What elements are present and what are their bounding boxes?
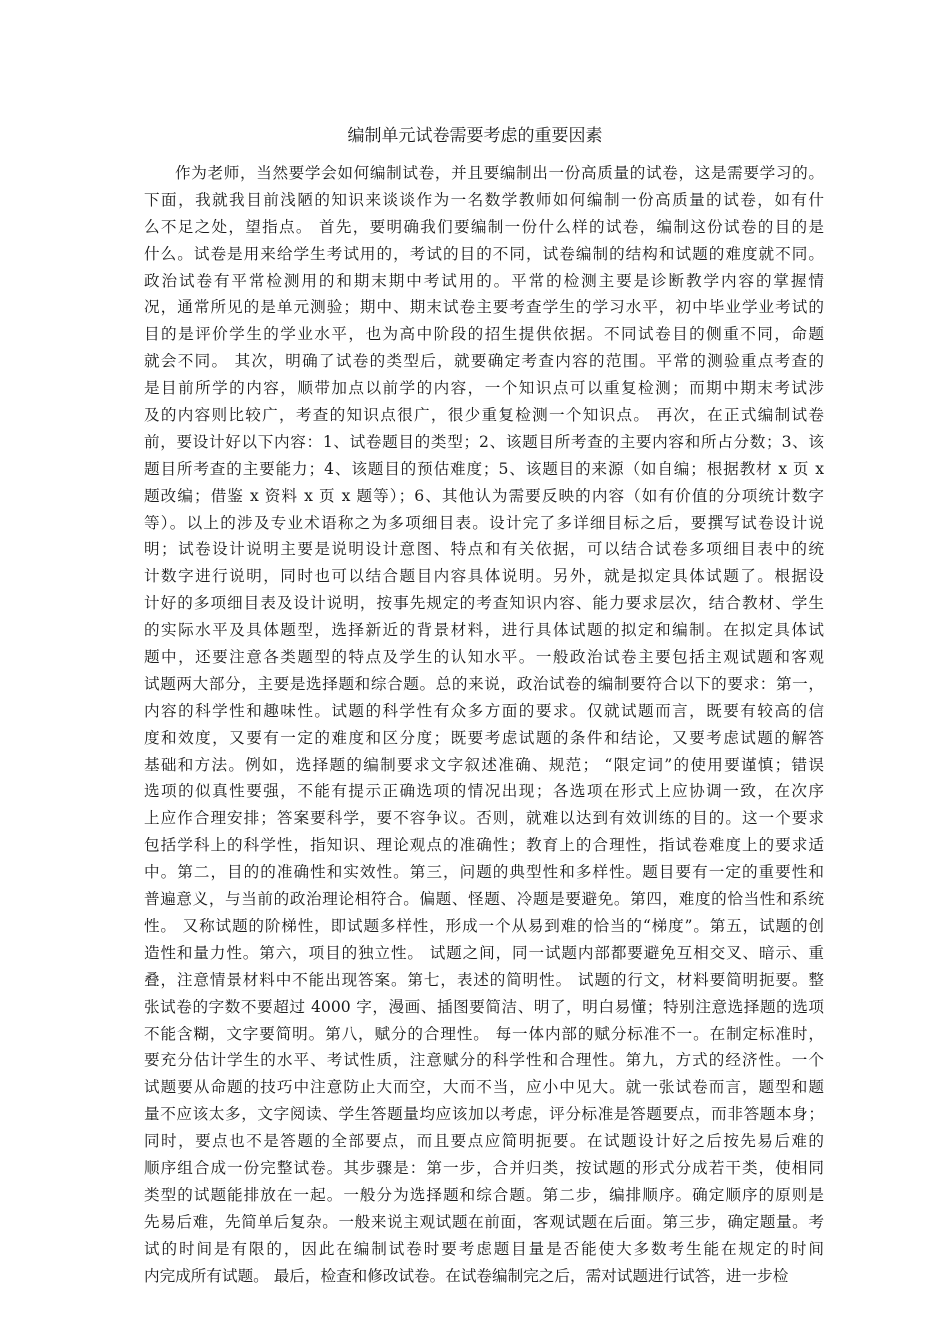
paragraph-line: 等）。以上的涉及专业术语称之为多项细目表。设计完了多详细目标之后，要撰写试卷设计说 [144,513,824,532]
paragraph-line: 作为老师，当然要学会如何编制试卷，并且要编制出一份高质量的试卷，这是需要学习的。 [175,164,824,182]
paragraph-line: 叠，注意情景材料中不能出现答案。第七，表述的简明性。 试题的行文，材料要简明扼要。整 [144,970,824,989]
document-body [144,160,824,1289]
paragraph-line: 题改编；借鉴 x 资料 x 页 x 题等）；6、其他认为需要反映的内容（如有价值的分项统计数字 [144,486,824,505]
paragraph-line: 前，要设计好以下内容：1、试卷题目的类型；2、该题目所考查的主要内容和所占分数；3、该 [144,432,824,451]
paragraph-line: 么不足之处，望指点。 首先，要明确我们要编制一份什么样的试卷，编制这份试卷的目的是 [144,217,824,236]
paragraph-line: 内容的科学性和趣味性。试题的科学性有众多方面的要求。仅就试题而言，既要有较高的信 [144,701,824,720]
paragraph-line: 张试卷的字数不要超过 4000 字，漫画、插图要简洁、明了，明白易懂；特别注意选择题的选项 [144,997,824,1016]
paragraph-line: 的实际水平及具体题型，选择新近的背景材料，进行具体试题的拟定和编制。在拟定具体试 [144,621,824,640]
paragraph-line: 计好的多项细目表及设计说明，按事先规定的考查知识内容、能力要求层次，结合教材、学生 [144,594,824,613]
paragraph-line: 试题两大部分，主要是选择题和综合题。总的来说，政治试卷的编制要符合以下的要求：第一， [144,674,824,693]
paragraph-line: 什么。试卷是用来给学生考试用的，考试的目的不同，试卷编制的结构和试题的难度就不同。 [144,244,824,263]
paragraph-line: 量不应该太多，文字阅读、学生答题量均应该加以考虑，评分标准是答题要点，而非答题本身； [144,1105,824,1124]
paragraph-line: 要充分估计学生的水平、考试性质，注意赋分的科学性和合理性。第九，方式的经济性。一个 [144,1051,824,1070]
paragraph-line: 选项的似真性要强，不能有提示正确选项的情况出现；各选项在形式上应协调一致，在次序 [144,782,824,801]
paragraph-line: 试题要从命题的技巧中注意防止大而空，大而不当，应小中见大。就一张试卷而言，题型和题 [144,1078,824,1097]
paragraph-line: 类型的试题能排放在一起。一般分为选择题和综合题。第二步，编排顺序。确定顺序的原则是 [144,1185,824,1204]
paragraph-line: 题目所考查的主要能力；4、该题目的预估难度；5、该题目的来源（如自编；根据教材 x 页 x [144,459,824,478]
paragraph-line: 中。第二，目的的准确性和实效性。第三，问题的典型性和多样性。题目要有一定的重要性和 [144,863,824,882]
paragraph-line: 政治试卷有平常检测用的和期末期中考试用的。平常的检测主要是诊断教学内容的掌握情 [144,271,824,290]
paragraph-line: 不能含糊，文字要简明。第八，赋分的合理性。 每一体内部的赋分标准不一。在制定标准时， [144,1024,824,1043]
paragraph-line: 顺序组合成一份完整试卷。其步骤是：第一步，合并归类，按试题的形式分成若干类，使相同 [144,1158,824,1177]
document-title: 编制单元试卷需要考虑的重要因素 [347,126,603,146]
paragraph-line: 就会不同。 其次，明确了试卷的类型后，就要确定考查内容的范围。平常的测验重点考查的 [144,352,824,371]
paragraph-line: 包括学科上的科学性，指知识、理论观点的准确性；教育上的合理性，指试卷难度上的要求适 [144,836,824,855]
paragraph-line: 性。 又称试题的阶梯性，即试题多样性，形成一个从易到难的恰当的“梯度”。第五，试题的创 [144,916,824,935]
paragraph-line: 先易后难，先简单后复杂。一般来说主观试题在前面，客观试题在后面。第三步，确定题量。考 [144,1212,824,1231]
paragraph-line: 度和效度，又要有一定的难度和区分度；既要考虑试题的条件和结论，又要考虑试题的解答 [144,728,824,747]
paragraph-line: 明；试卷设计说明主要是说明设计意图、特点和有关依据，可以结合试卷多项细目表中的统 [144,540,824,559]
paragraph-line: 是目前所学的内容，顺带加点以前学的内容，一个知识点可以重复检测；而期中期末考试涉 [144,379,824,398]
paragraph-line: 况，通常所见的是单元测验；期中、期末试卷主要考查学生的学习水平，初中毕业学业考试的 [144,298,824,317]
paragraph-line: 上应作合理安排；答案要科学，要不容争议。否则，就难以达到有效训练的目的。这一个要求 [144,809,824,828]
paragraph-line: 基础和方法。例如，选择题的编制要求文字叙述准确、规范； “限定词”的使用要谨慎；错误 [144,755,824,774]
paragraph-line: 试的时间是有限的，因此在编制试卷时要考虑题目量是否能使大多数考生能在规定的时间 [144,1239,824,1258]
paragraph-line: 计数字进行说明，同时也可以结合题目内容具体说明。另外，就是拟定具体试题了。根据设 [144,567,824,586]
paragraph-line: 普遍意义，与当前的政治理论相符合。偏题、怪题、冷题是要避免。第四，难度的恰当性和系统 [144,890,824,909]
paragraph-line: 内完成所有试题。 最后，检查和修改试卷。在试卷编制完之后，需对试题进行试答，进一步检 [144,1266,789,1285]
paragraph-line: 题中，还要注意各类题型的特点及学生的认知水平。一般政治试卷主要包括主观试题和客观 [144,648,824,667]
paragraph-line: 下面，我就我目前浅陋的知识来谈谈作为一名数学教师如何编制一份高质量的试卷，如有什 [144,190,824,209]
paragraph-line: 同时，要点也不是答题的全部要点，而且要点应简明扼要。在试题设计好之后按先易后难的 [144,1132,824,1151]
paragraph-line: 造性和量力性。第六，项目的独立性。 试题之间，同一试题内部都要避免互相交叉、暗示、重 [144,943,824,962]
paragraph-line: 及的内容则比较广，考查的知识点很广，很少重复检测一个知识点。 再次，在正式编制试卷 [144,406,824,425]
paragraph-line: 目的是评价学生的学业水平，也为高中阶段的招生提供依据。不同试卷目的侧重不同，命题 [144,325,824,344]
